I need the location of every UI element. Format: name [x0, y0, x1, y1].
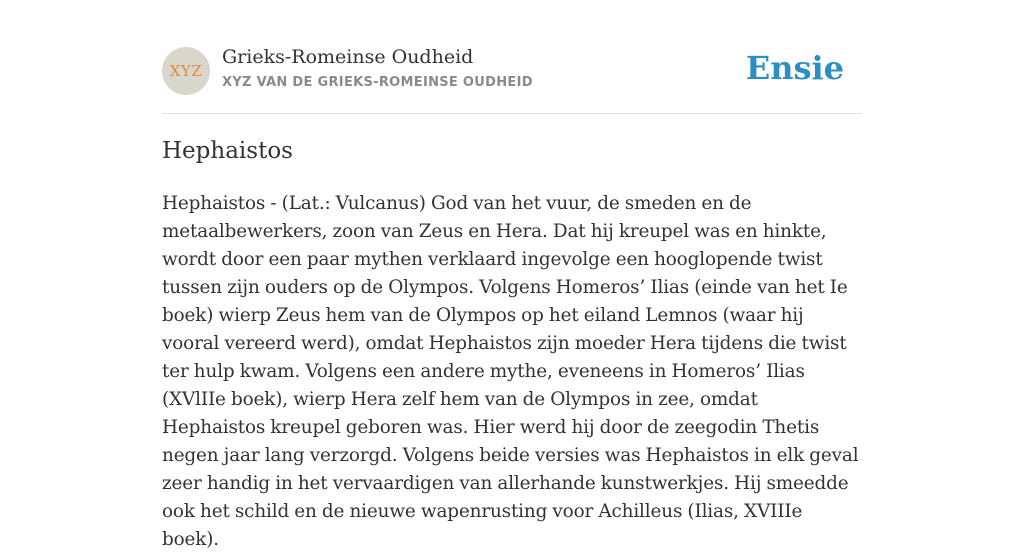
entry-body: Hephaistos - (Lat.: Vulcanus) God van het vuur, de smeden en de metaalbewerkers, zoon van Zeus en Hera. Dat hij kreupel was en hinkte, wordt door een paar mythen verklaard ingevolge een hooglopende twist tussen zijn ouders op de Olympos. Volgens Homeros’ Ilias (einde van het Ie boek) wierp Zeus hem van de Olympos op het eiland Lemnos (waar hij vooral vereerd werd), omdat Hephaistos zijn moeder Hera tijdens die twist ter hulp kwam. Volgens een andere mythe, eveneens in Homeros’ Ilias (XVlIIe boek), wierp Hera zelf hem van de Olympos in zee, omdat Hephaistos kreupel geboren was. Hier werd hij door de zeegodin Thetis negen jaar lang verzorgd. Volgens beide versies was Hephaistos in elk geval zeer handig in het vervaardigen van allerhande kunstwerkjes. Hij smeedde ook het schild en de nieuwe wapenrusting voor Achilleus (Ilias, XVIIIe boek).	[162, 193, 859, 550]
source-title[interactable]: Grieks-Romeinse Oudheid	[222, 46, 474, 68]
entry-title: Hephaistos	[162, 138, 293, 164]
header-divider	[162, 113, 862, 114]
source-subtitle[interactable]: XYZ VAN DE GRIEKS-ROMEINSE OUDHEID	[222, 75, 533, 90]
ensie-logo-link[interactable]: Ensie	[745, 49, 844, 87]
source-avatar[interactable]: XYZ	[162, 47, 210, 95]
source-header	[162, 46, 862, 96]
